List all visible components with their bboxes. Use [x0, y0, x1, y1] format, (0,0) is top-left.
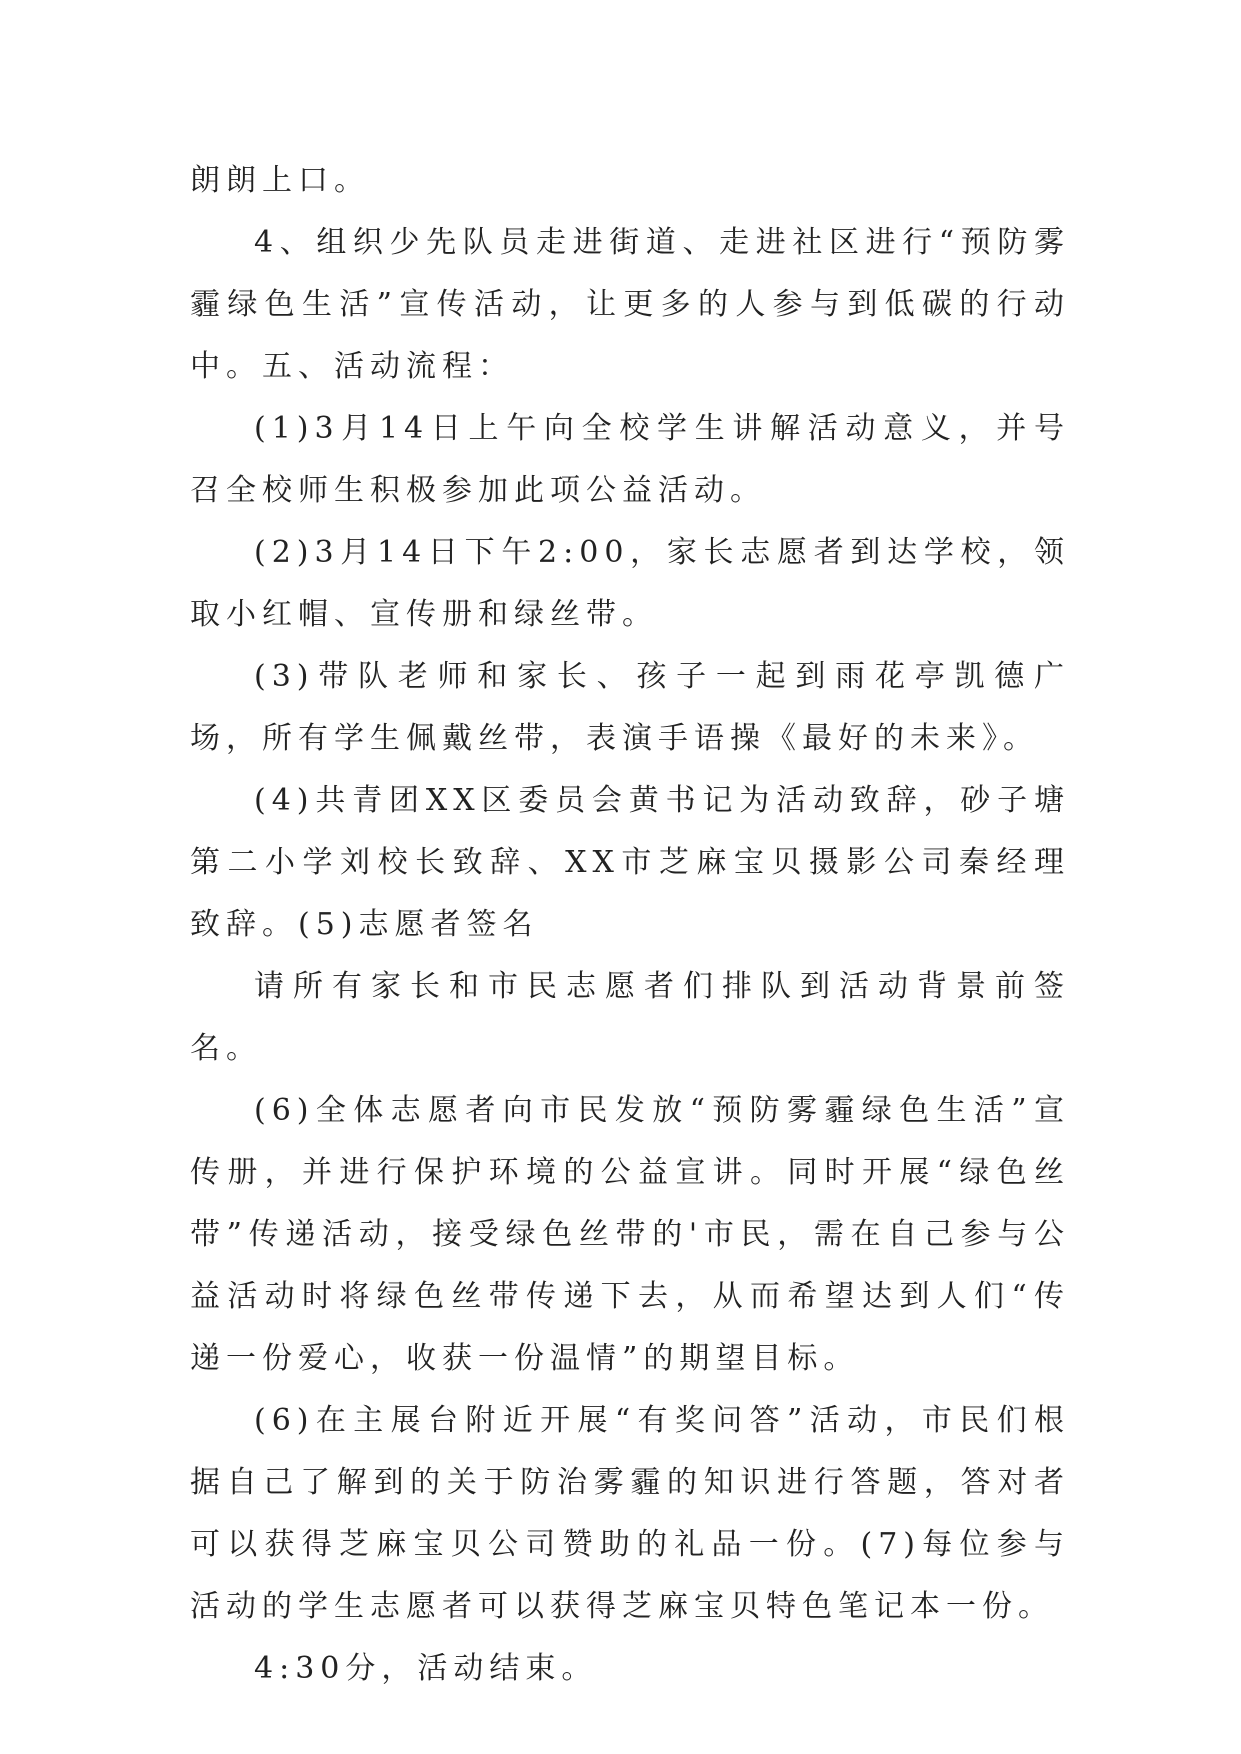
paragraph-step-2: (2)3月14日下午2:00，家长志愿者到达学校，领取小红帽、宣传册和绿丝带。 — [190, 535, 1070, 632]
paragraph-step-6a: (6)全体志愿者向市民发放“预防雾霾绿色生活”宣传册，并进行保护环境的公益宣讲。同时开展“绿色丝带”传递活动，接受绿色丝带的'市民，需在自己参与公益活动时将绿色丝带传递下去，从而希望达到人们“传递一份爱心，收获一份温情”的期望目标。 — [190, 1093, 1070, 1376]
paragraph-step-4: (4)共青团XX区委员会黄书记为活动致辞，砂子塘第二小学刘校长致辞、XX市芝麻宝贝摄影公司秦经理致辞。(5)志愿者签名 — [190, 783, 1070, 942]
paragraph-step-1: (1)3月14日上午向全校学生讲解活动意义，并号召全校师生积极参加此项公益活动。 — [190, 411, 1070, 508]
paragraph-continuation: 朗朗上口。 — [190, 163, 370, 198]
paragraph-step-6b: (6)在主展台附近开展“有奖问答”活动，市民们根据自己了解到的关于防治雾霾的知识进行答题，答对者可以获得芝麻宝贝公司赞助的礼品一份。(7)每位参与活动的学生志愿者可以获得芝麻宝贝特色笔记本一份。 — [190, 1403, 1070, 1624]
paragraph-item-4: 4、组织少先队员走进街道、走进社区进行“预防雾霾绿色生活”宣传活动，让更多的人参与到低碳的行动中。五、活动流程： — [190, 225, 1070, 384]
document-body — [190, 150, 1070, 1700]
paragraph-step-3: (3)带队老师和家长、孩子一起到雨花亭凯德广场，所有学生佩戴丝带，表演手语操《最好的未来》。 — [190, 659, 1070, 756]
paragraph-end: 4:30分，活动结束。 — [254, 1651, 598, 1686]
paragraph-sign-in: 请所有家长和市民志愿者们排队到活动背景前签名。 — [190, 969, 1070, 1066]
